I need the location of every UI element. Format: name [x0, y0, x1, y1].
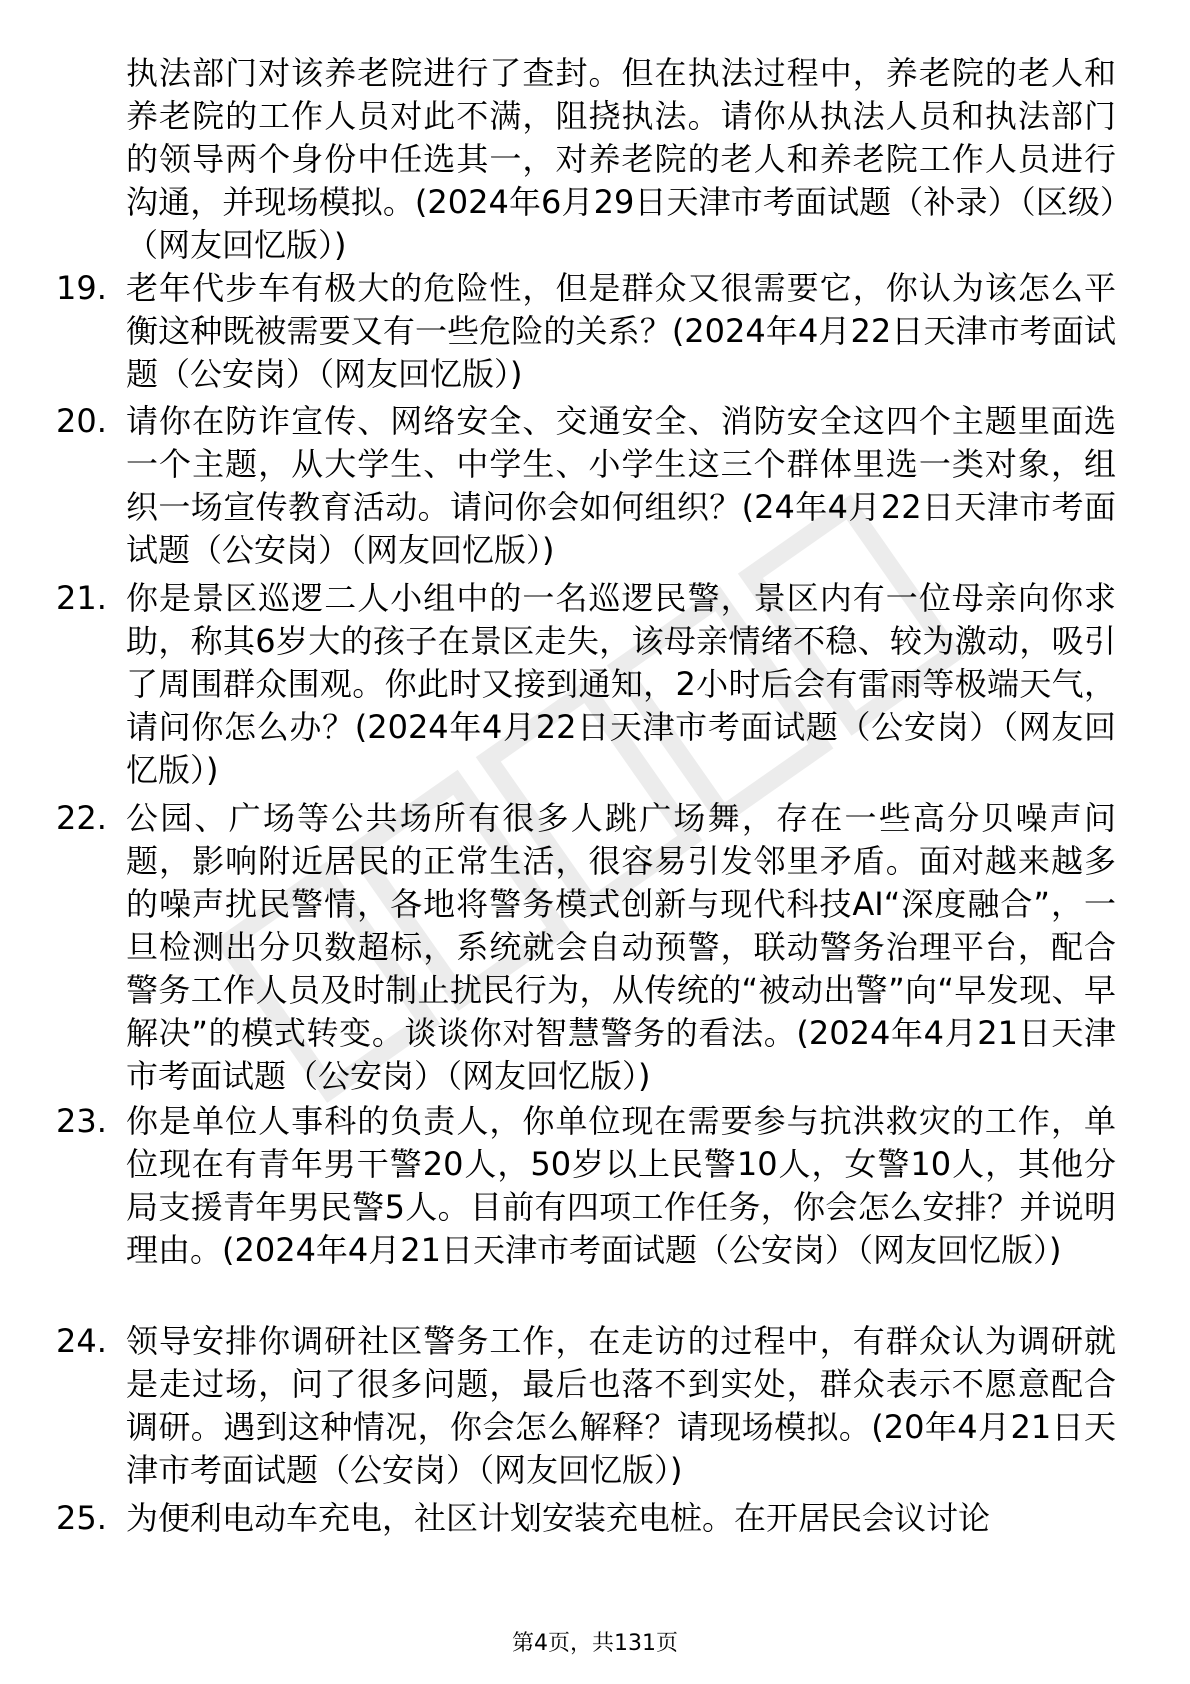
question-text: 公园、广场等公共场所有很多人跳广场舞，存在一些高分贝噪声问题，影响附近居民的正常生活，很容易引发邻里矛盾。面对越来越多的噪声扰民警情，各地将警务模式创新与现代科技AI“深度融合”，一旦检测出分贝数超标，系统就会自动预警，联动警务治理平台，配合警务工作人员及时制止扰民行为，从传统的“被动出警”向“早发现、早解决”的模式转变。谈谈你对智慧警务的看法。(2024年4月21日天津市考面试题（公安岗）（网友回忆版）) — [126, 799, 1116, 1095]
question-text: 请你在防诈宣传、网络安全、交通安全、消防安全这四个主题里面选一个主题，从大学生、中学生、小学生这三个群体里选一类对象，组织一场宣传教育活动。请问你会如何组织？(24年4月22日天津市考面试题（公安岗）（网友回忆版）) — [126, 402, 1116, 569]
question-item — [56, 400, 1116, 572]
question-item — [56, 1497, 1116, 1540]
question-item — [56, 1320, 1116, 1492]
question-item — [56, 1100, 1116, 1272]
question-text: 你是景区巡逻二人小组中的一名巡逻民警，景区内有一位母亲向你求助，称其6岁大的孩子在景区走失，该母亲情绪不稳、较为激动，吸引了周围群众围观。你此时又接到通知，2小时后会有雷雨等极端天气，请问你怎么办？(2024年4月22日天津市考面试题（公安岗）（网友回忆版）) — [126, 579, 1116, 789]
question-text: 领导安排你调研社区警务工作，在走访的过程中，有群众认为调研就是走过场，问了很多问题，最后也落不到实处，群众表示不愿意配合调研。遇到这种情况，你会怎么解释？请现场模拟。(20年4月21日天津市考面试题（公安岗）（网友回忆版）) — [126, 1322, 1116, 1489]
question-item — [56, 797, 1116, 1098]
question-item — [56, 267, 1116, 396]
question-text: 你是单位人事科的负责人，你单位现在需要参与抗洪救灾的工作，单位现在有青年男干警20人，50岁以上民警10人，女警10人，其他分局支援青年男民警5人。目前有四项工作任务，你会怎么安排？并说明理由。(2024年4月21日天津市考面试题（公安岗）（网友回忆版）) — [126, 1102, 1116, 1269]
question-number: 23. — [56, 1102, 107, 1140]
question-number: 21. — [56, 579, 107, 617]
question-number: 22. — [56, 799, 107, 837]
question-text: 为便利电动车充电，社区计划安装充电桩。在开居民会议讨论 — [126, 1499, 991, 1537]
question-number: 20. — [56, 402, 107, 440]
page-footer: 第4页，共131页 — [512, 1631, 678, 1656]
continuation-paragraph: 执法部门对该养老院进行了查封。但在执法过程中，养老院的老人和养老院的工作人员对此不满，阻挠执法。请你从执法人员和执法部门的领导两个身份中任选其一，对养老院的老人和养老院工作人员进行沟通，并现场模拟。(2024年6月29日天津市考面试题（补录）（区级）（网友回忆版）) — [126, 54, 1116, 264]
question-item — [56, 577, 1116, 792]
question-text: 老年代步车有极大的危险性，但是群众又很需要它，你认为该怎么平衡这种既被需要又有一些危险的关系？(2024年4月22日天津市考面试题（公安岗）（网友回忆版）) — [126, 269, 1116, 393]
question-number: 25. — [56, 1499, 107, 1537]
question-number: 19. — [56, 269, 107, 307]
question-number: 24. — [56, 1322, 107, 1360]
